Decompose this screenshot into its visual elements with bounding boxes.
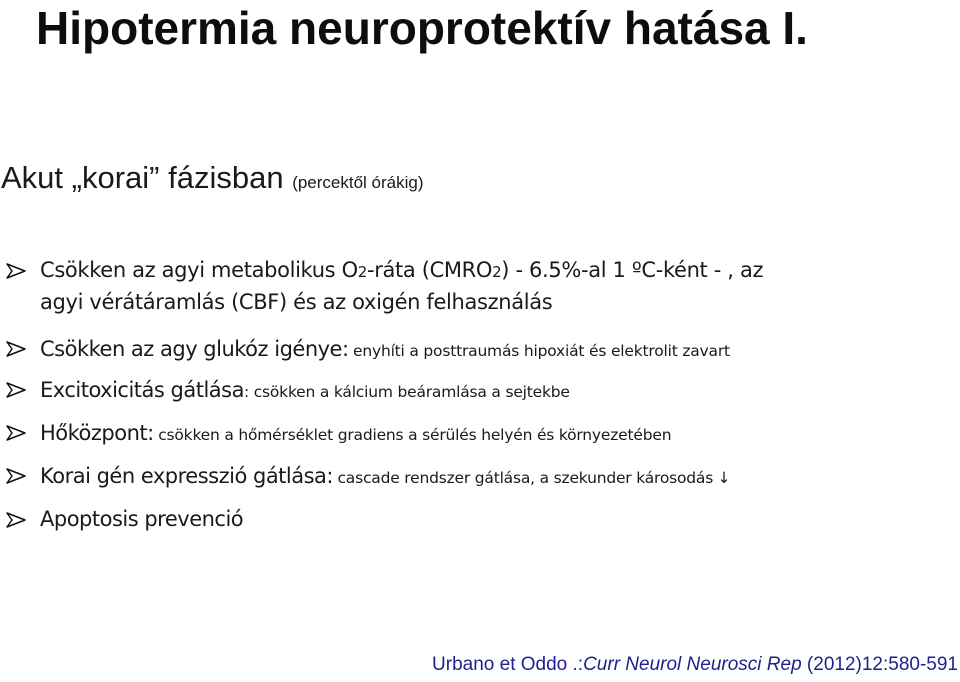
arrowhead-bullet-icon [6, 468, 26, 484]
arrowhead-bullet-icon [6, 512, 26, 528]
bullet-text-part: -ráta (CMRO [366, 258, 493, 282]
bullet-text [40, 461, 730, 494]
bullet-main-text: Hőközpont: [40, 421, 154, 445]
bullet-main-text: Excitoxicitás gátlása [40, 378, 244, 402]
bullet-text-part: ) - 6.5%-al 1 ºC-ként - , az [501, 258, 764, 282]
bullet-text [40, 334, 730, 367]
bullet-detail-text: : csökken a kálcium beáramlása a sejtekbe [243, 383, 570, 401]
phase-heading-text: Akut „korai” fázisban [1, 160, 284, 195]
arrowhead-bullet-icon [6, 341, 26, 357]
bullet-detail-text: csökken a hőmérséklet gradiens a sérülés helyén és környezetében [158, 426, 672, 444]
slide-title: Hipotermia neuroprotektív hatása I. [36, 2, 808, 54]
bullet-text [40, 375, 570, 408]
down-arrow-icon: ↓ [717, 469, 731, 487]
bullet-text [40, 503, 243, 538]
arrowhead-bullet-icon [6, 263, 26, 279]
citation-authors: Urbano et Oddo .: [432, 654, 584, 675]
bullet-text-line1 [40, 254, 763, 288]
bullet-text-part: Csökken az agyi metabolikus O [40, 258, 358, 282]
phase-heading [1, 156, 424, 205]
bullet-main-text: Korai gén expresszió gátlása: [40, 464, 334, 488]
citation [432, 652, 958, 678]
citation-ref: (2012)12:580-591 [801, 654, 958, 675]
bullet-main-text: Csökken az agy glukóz igénye: [40, 337, 349, 361]
bullet-detail-text: cascade rendszer gátlása, a szekunder károsodás [337, 469, 714, 487]
bullet-text-line2: agyi vérátáramlás (CBF) és az oxigén felhasználás [40, 290, 553, 314]
bullet-main-text: Apoptosis prevenció [40, 507, 244, 531]
citation-journal: Curr Neurol Neurosci Rep [583, 654, 802, 675]
arrowhead-bullet-icon [6, 382, 26, 398]
arrowhead-bullet-icon [6, 425, 26, 441]
bullet-text [40, 418, 671, 451]
bullet-detail-text: enyhíti a posttraumás hipoxiát és elektrolit zavart [353, 342, 730, 360]
subscript-2: 2 [357, 263, 367, 281]
phase-subtitle: (percektől órákig) [292, 173, 424, 192]
subscript-2: 2 [492, 263, 502, 281]
